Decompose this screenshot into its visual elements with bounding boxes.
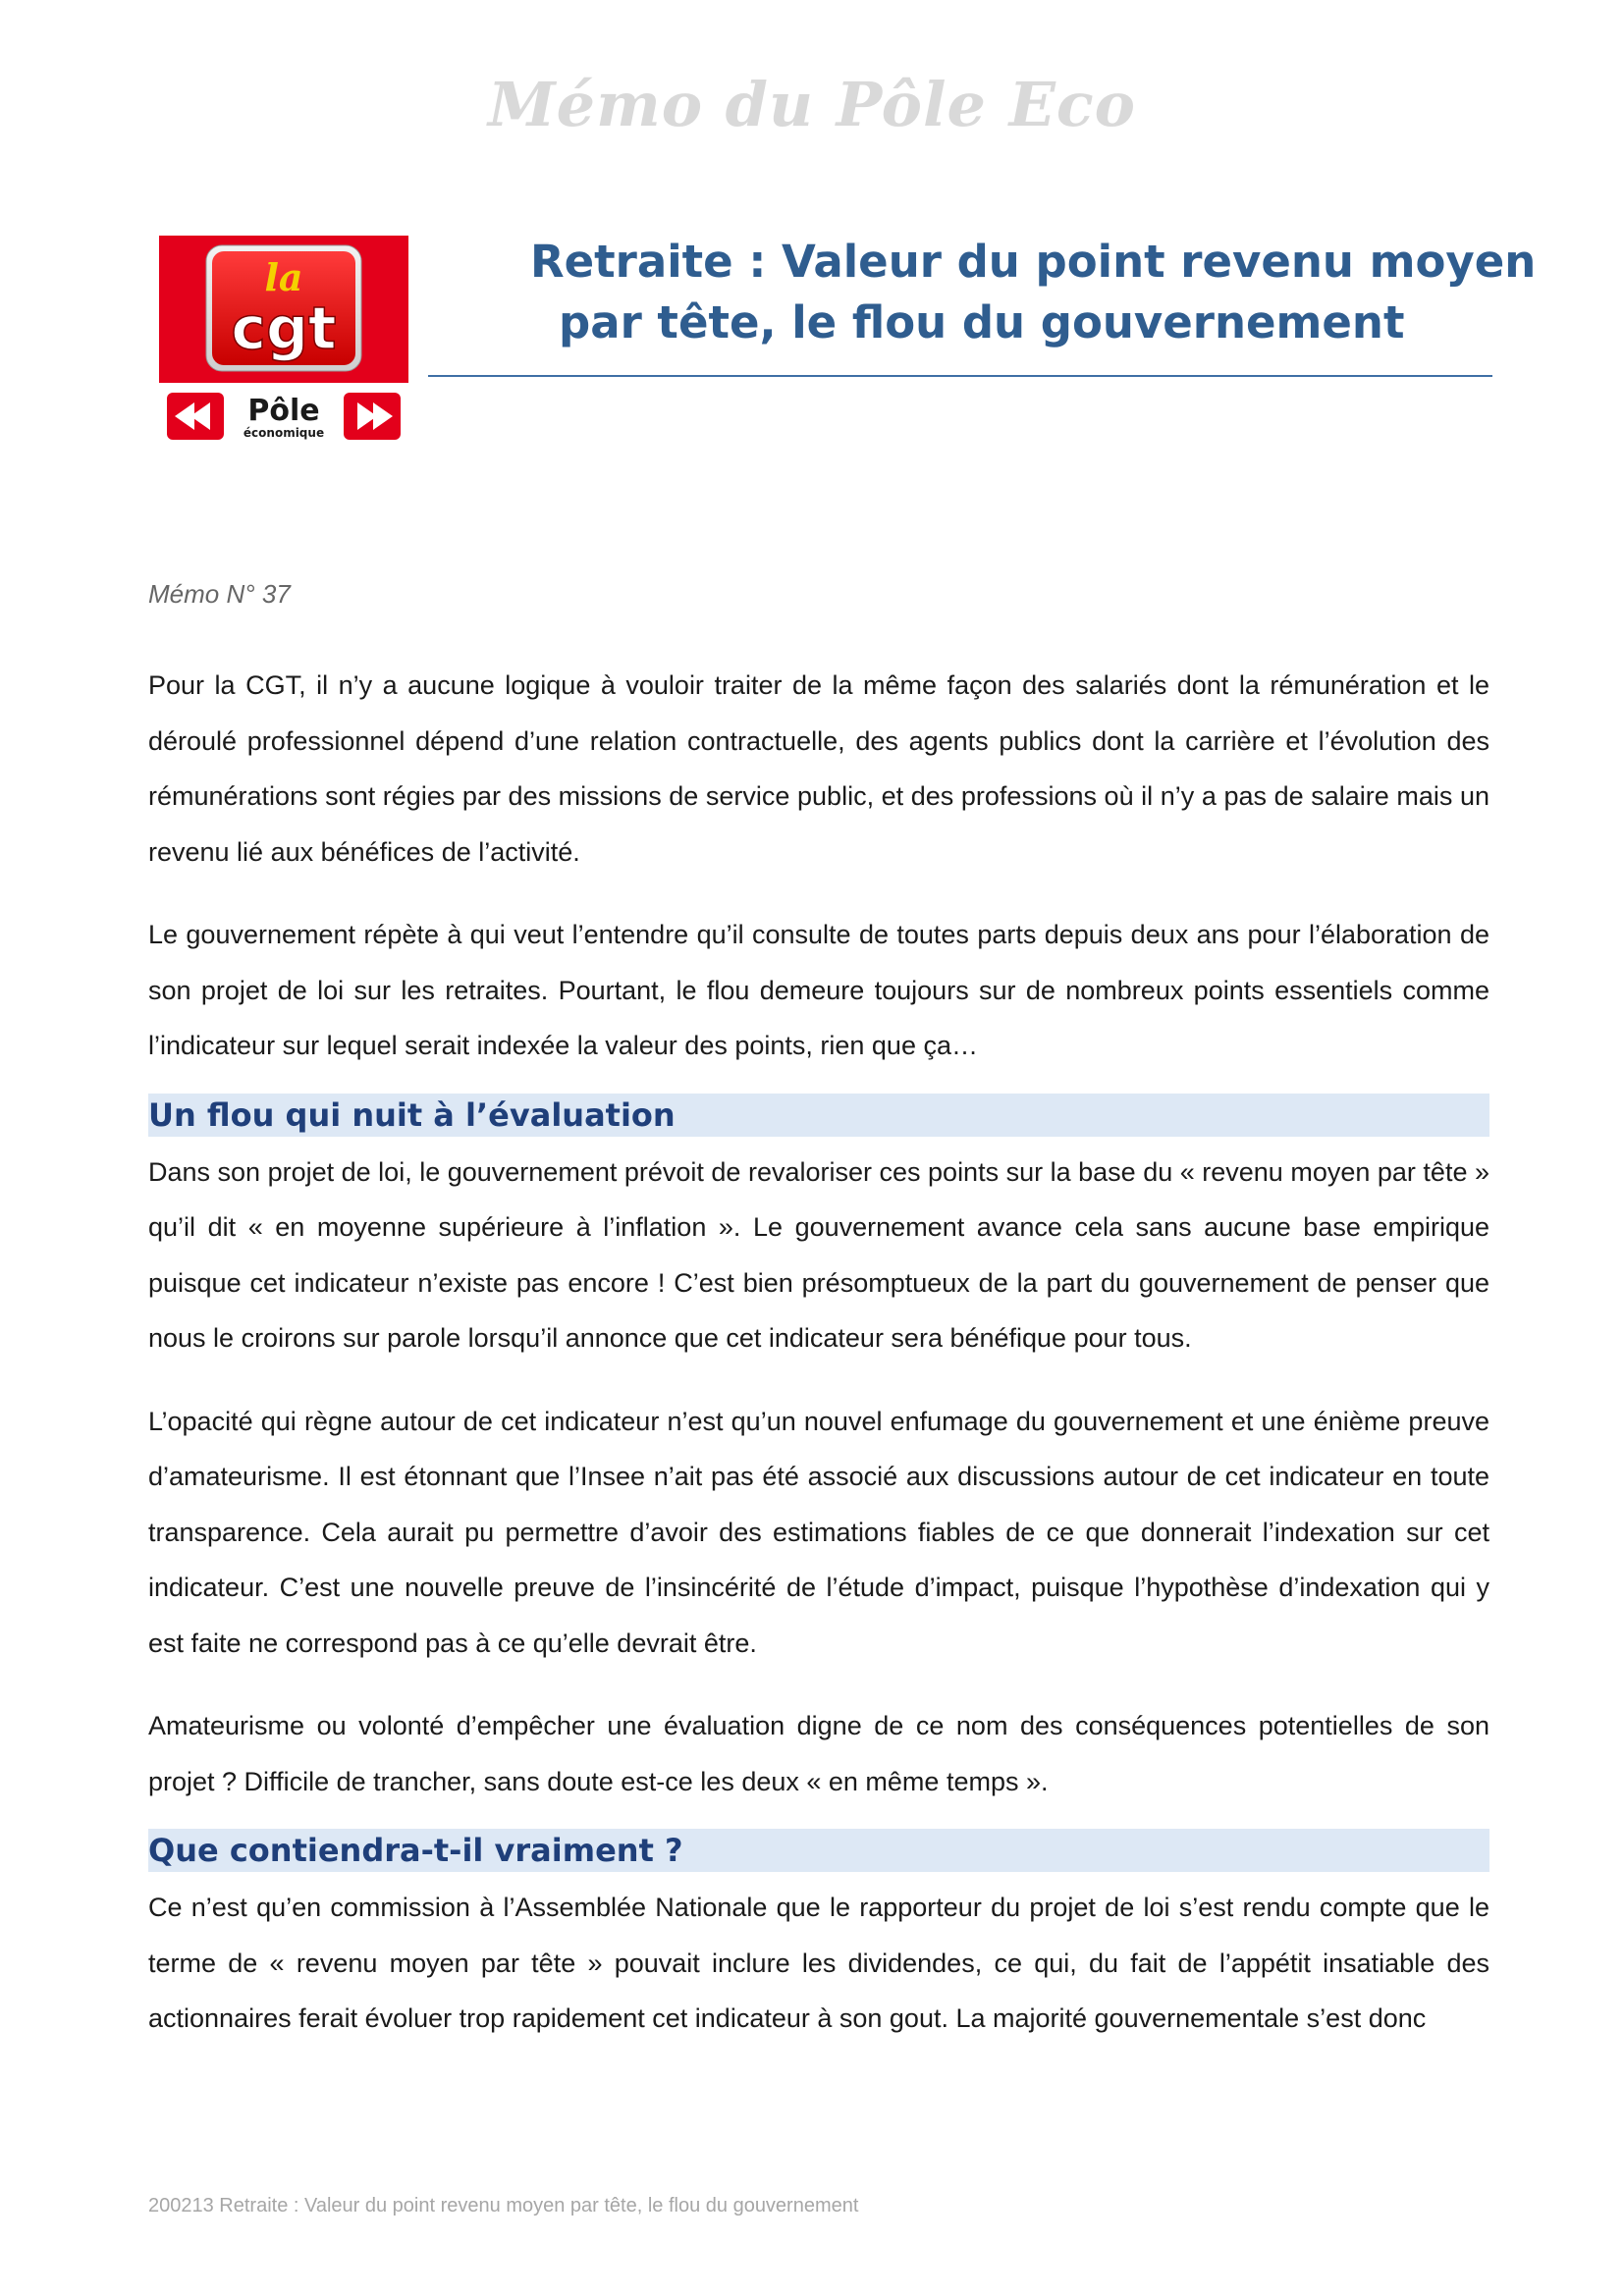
cgt-logo [159, 236, 408, 446]
document-title [428, 232, 1537, 377]
svg-text:cgt: cgt [231, 294, 337, 363]
section1-paragraph-2: L’opacité qui règne autour de cet indicateur n’est qu’un nouvel enfumage du gouvernement et une énième preuve d’amateurisme. Il est étonnant que l’Insee n’ait pas été associé aux discussions autour de cet indicateur en toute transparence. Cela aurait pu permettre d’avoir des estimations fiables de ce que donnerait l’indexation sur cet indicateur. C’est une nouvelle preuve de l’insincérité de l’étude d’impact, puisque l’hypothèse d’indexation qui y est faite ne correspond pas à ce qu’elle devrait être. [148, 1406, 1489, 1658]
section-heading-evaluation: Un flou qui nuit à l’évaluation [148, 1094, 1489, 1137]
document-body [148, 658, 1489, 2074]
svg-text:Pôle: Pôle [247, 394, 320, 428]
section1-paragraph-1: Dans son projet de loi, le gouvernement prévoit de revaloriser ces points sur la base du « revenu moyen par tête » qu’il dit « en moyenne supérieure à l’inflation ». Le gouvernement avance cela sans aucune base empirique puisque cet indicateur n’existe pas encore ! C’est bien présomptueux de la part du gouvernement de penser que nous le croirons sur parole lorsqu’il annonce que cet indicateur sera bénéfique pour tous. [148, 1156, 1489, 1353]
intro-paragraph-2: Le gouvernement répète à qui veut l’entendre qu’il consulte de toutes parts depuis deux ans pour l’élaboration de son projet de loi sur les retraites. Pourtant, le flou demeure toujours sur de nombreux points essentiels comme l’indicateur sur lequel serait indexée la valeur des points, rien que ça… [148, 920, 1489, 1060]
svg-text:économique: économique [243, 426, 325, 440]
title-line-1: Retraite : Valeur du point revenu moyen [530, 236, 1537, 288]
memo-number: Mémo N° 37 [148, 579, 291, 609]
section2-paragraph-1: Ce n’est qu’en commission à l’Assemblée Nationale que le rapporteur du projet de loi s’est rendu compte que le terme de « revenu moyen par tête » pouvait inclure les dividendes, ce qui, du fait de l’appétit insatiable des actionnaires ferait évoluer trop rapidement cet indicateur à son gout. La majorité gouvernementale s’est donc [148, 1893, 1489, 2033]
title-line-2: par tête, le flou du gouvernement [559, 296, 1405, 348]
intro-paragraph-1: Pour la CGT, il n’y a aucune logique à vouloir traiter de la même façon des salariés dont la rémunération et le déroulé professionnel dépend d’une relation contractuelle, des agents publics dont la carrière et l’évolution des rémunérations sont régies par des missions de service public, et des professions où il n’y a pas de salaire mais un revenu lié aux bénéfices de l’activité. [148, 670, 1489, 867]
section1-paragraph-3: Amateurisme ou volonté d’empêcher une évaluation digne de ce nom des conséquences potentielles de son projet ? Difficile de trancher, sans doute est-ce les deux « en même temps ». [148, 1711, 1489, 1796]
section-heading-contenu: Que contiendra-t-il vraiment ? [148, 1829, 1489, 1872]
svg-text:la: la [264, 255, 303, 299]
page-footer: 200213 Retraite : Valeur du point revenu moyen par tête, le flou du gouvernement [148, 2195, 859, 2216]
memo-header-title: Mémo du Pôle Eco [488, 69, 1136, 140]
